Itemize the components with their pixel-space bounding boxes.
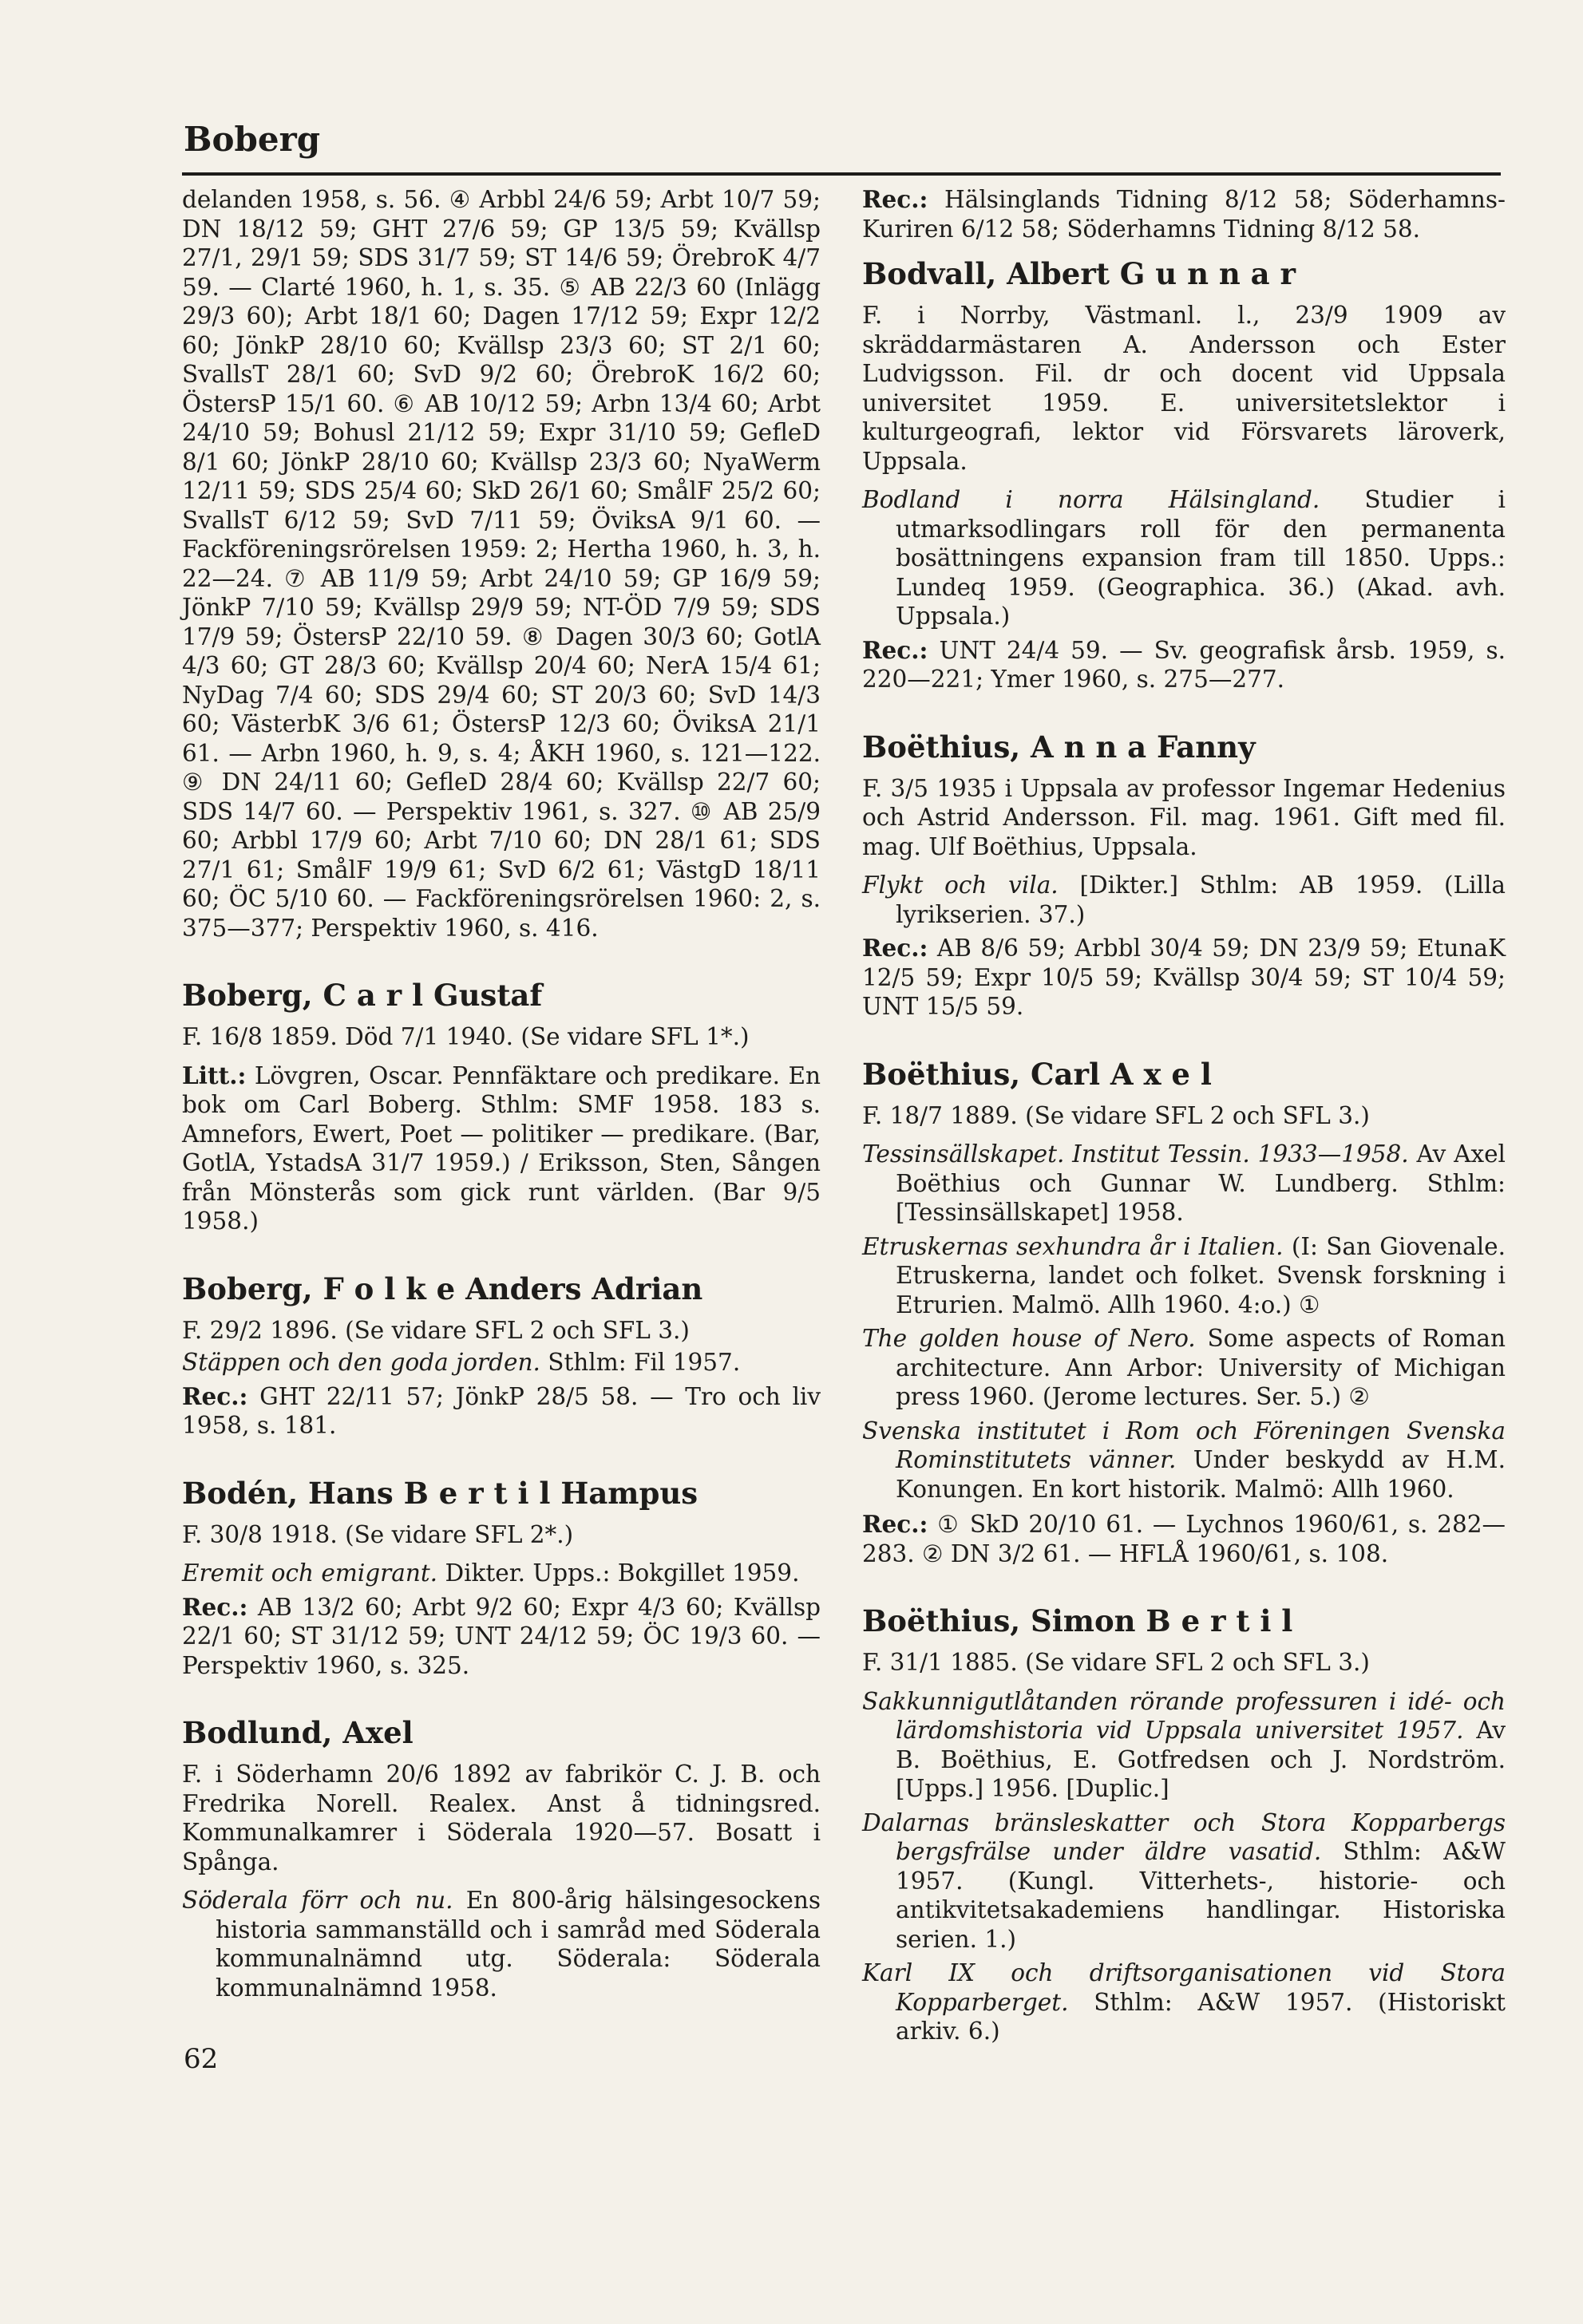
entry-axel-boethius (862, 1057, 1506, 1569)
rec-label: Rec.: (862, 635, 928, 664)
work-item (862, 1808, 1506, 1954)
work-details: Av Axel Boëthius och Gunnar W. Lundberg. Sthlm: [Tessinsällskapet] 1958. (896, 1140, 1506, 1226)
entry-heading: Boëthius, A n n a Fanny (862, 729, 1256, 765)
work-title: Flykt och vila. (862, 872, 1059, 899)
work-details: En 800-årig hälsingesockens historia sammanställd och i samråd med Söderala kommunalnämnd utg. Söderala: Söderala kommunalnämnd 1958. (216, 1887, 821, 2002)
work-title: Tessinsällskapet. Institut Tessin. 1933—1958. (862, 1140, 1409, 1168)
work-title: Karl IX och driftsorganisationen vid Stora Kopparberget. (862, 1959, 1506, 2016)
entry-bio: F. 3/5 1935 i Uppsala av professor Ingemar Hedenius och Astrid Andersson. Fil. mag. 1961. Gift med fil. mag. Ulf Boëthius, Uppsala. (862, 774, 1506, 860)
continuation-reviews (862, 185, 1506, 243)
work-item (862, 1324, 1506, 1412)
rec-label: Rec.: (182, 1381, 248, 1410)
work-item (182, 1559, 821, 1588)
rec-text: ① SkD 20/10 61. — Lychnos 1960/61, s. 282—283. ② DN 3/2 61. — HFLÅ 1960/61, s. 108. (862, 1511, 1506, 1567)
work-details: Sthlm: Fil 1957. (540, 1349, 741, 1376)
entry-heading: Bodlund, Axel (182, 1715, 414, 1750)
work-details: [Dikter.] Sthlm: AB 1959. (Lilla lyrikserien. 37.) (896, 872, 1506, 928)
review-list (862, 1510, 1506, 1568)
left-column (182, 185, 821, 2007)
entry-bio: F. 18/7 1889. (Se vidare SFL 2 och SFL 3.) (862, 1101, 1370, 1129)
entry-heading: Boberg, C a r l Gustaf (182, 978, 543, 1013)
work-item (862, 1687, 1506, 1804)
entry-heading: Boëthius, Simon B e r t i l (862, 1603, 1293, 1638)
entry-carl-boberg (182, 978, 821, 1236)
work-details: Dikter. Upps.: Bokgillet 1959. (437, 1559, 800, 1587)
running-head: Boberg (184, 120, 321, 159)
work-title: Etruskernas sexhundra år i Italien. (862, 1232, 1284, 1260)
work-details: Av B. Boëthius, E. Gotfredsen och J. Nordström. [Upps.] 1956. [Duplic.] (896, 1717, 1506, 1802)
page-number: 62 (184, 2043, 219, 2075)
work-title: Söderala förr och nu. (182, 1887, 453, 1914)
rec-text: Hälsinglands Tidning 8/12 58; Söderhamns-Kuriren 6/12 58; Söderhamns Tidning 8/12 58. (862, 186, 1506, 243)
rec-text: AB 13/2 60; Arbt 9/2 60; Expr 4/3 60; Kvällsp 22/1 60; ST 31/12 59; UNT 24/12 59; ÖC 19/3 60. — Perspektiv 1960, s. 325. (182, 1593, 821, 1679)
work-item (862, 1958, 1506, 2046)
work-details: Studier i utmarksodlingars roll för den permanenta bosättningens expansion fram till 1850. Upps.: Lundeq 1959. (Geographica. 36.) (Akad. avh. Uppsala.) (896, 486, 1506, 630)
work-item (862, 871, 1506, 929)
rec-label: Rec.: (182, 1592, 248, 1621)
work-item (182, 1886, 821, 2002)
work-item (862, 1417, 1506, 1504)
rec-text: AB 8/6 59; Arbbl 30/4 59; DN 23/9 59; EtunaK 12/5 59; Expr 10/5 59; Kvällsp 30/4 59; ST 10/4 59; UNT 15/5 59. (862, 935, 1506, 1020)
literature-note (182, 1061, 821, 1236)
entry-bio: F. 16/8 1859. Död 7/1 1940. (Se vidare SFL 1*.) (182, 1023, 750, 1050)
work-item (182, 1348, 821, 1377)
rec-text: GHT 22/11 57; JönkP 28/5 58. — Tro och liv 1958, s. 181. (182, 1382, 821, 1439)
work-item (862, 1232, 1506, 1320)
entry-heading: Bodvall, Albert G u n n a r (862, 256, 1296, 291)
work-title: Eremit och emigrant. (182, 1559, 438, 1587)
continuation-text: delanden 1958, s. 56. ④ Arbbl 24/6 59; Arbt 10/7 59; DN 18/12 59; GHT 27/6 59; GP 13/5 59; Kvällsp 27/1, 29/1 59; SDS 31/7 59; ST 14/6 59; ÖrebroK 4/7 59. — Clarté 1960, h. 1, s. 35. ⑤ AB 22/3 60 (Inlägg 29/3 60); Arbt 18/1 60; Dagen 17/12 59; Expr 12/2 60; JönkP 28/10 60; Kvällsp 23/3 60; ST 2/1 60; SvallsT 28/1 60; SvD 9/2 60; ÖrebroK 16/2 60; ÖstersP 15/1 60. ⑥ AB 10/12 59; Arbn 13/4 60; Arbt 24/10 59; Bohusl 21/12 59; Expr 31/10 59; GefleD 8/1 60; JönkP 28/10 60; Kvällsp 23/3 60; NyaWerm 12/11 59; SDS 25/4 60; SkD 26/1 60; SmålF 25/2 60; SvallsT 6/12 59; SvD 7/11 59; ÖviksA 9/1 60. — Fackföreningsrörelsen 1959: 2; Hertha 1960, h. 3, h. 22—24. ⑦ AB 11/9 59; Arbt 24/10 59; GP 16/9 59; JönkP 7/10 59; Kvällsp 29/9 59; NT-ÖD 7/9 59; SDS 17/9 59; ÖstersP 22/10 59. ⑧ Dagen 30/3 60; GotlA 4/3 60; GT 28/3 60; Kvällsp 20/4 60; NerA 15/4 61; NyDag 7/4 60; SDS 29/4 60; ST 20/3 60; SvD 14/3 60; VästerbK 3/6 61; ÖstersP 12/3 60; ÖviksA 21/1 61. — Arbn 1960, h. 9, s. 4; ÅKH 1960, s. 121—122. ⑨ DN 24/11 60; GefleD 28/4 60; Kvällsp 22/7 60; SDS 14/7 60. — Perspektiv 1961, s. 327. ⑩ AB 25/9 60; Arbbl 17/9 60; Arbt 7/10 60; DN 28/1 61; SDS 27/1 61; SmålF 19/9 61; SvD 6/2 61; VästgD 18/11 60; ÖC 5/10 60. — Fackföreningsrörelsen 1960: 2, s. 375—377; Perspektiv 1960, s. 416. (182, 186, 821, 942)
work-details: Sthlm: A&W 1957. (Kungl. Vitterhets-, historie- och antikvitetsakademiens handlingar. Historiska serien. 1.) (896, 1838, 1506, 1953)
entry-gunnar-bodvall (862, 256, 1506, 694)
work-title: Dalarnas bränsleskatter och Stora Kopparbergs bergsfrälse under äldre vasatid. (862, 1808, 1506, 1865)
entry-axel-bodlund (182, 1715, 821, 2002)
work-title: Stäppen och den goda jorden. (182, 1349, 540, 1376)
entry-bio: F. 30/8 1918. (Se vidare SFL 2*.) (182, 1520, 574, 1548)
entry-bio: F. 31/1 1885. (Se vidare SFL 2 och SFL 3.) (862, 1649, 1370, 1676)
entry-folke-boberg (182, 1271, 821, 1441)
work-details: Under beskydd av H.M. Konungen. En kort historik. Malmö: Allh 1960. (896, 1446, 1506, 1503)
rec-label: Rec.: (862, 185, 928, 213)
entry-bertil-boethius (862, 1603, 1506, 2046)
entry-anna-boethius (862, 729, 1506, 1022)
work-title: Bodland i norra Hälsingland. (862, 486, 1320, 513)
work-details: Some aspects of Roman architecture. Ann Arbor: University of Michigan press 1960. (Jerome lectures. Ser. 5.) ② (896, 1325, 1506, 1410)
work-title: Svenska institutet i Rom och Föreningen Svenska Rominstitutets vänner. (862, 1417, 1506, 1473)
entry-bio: F. 29/2 1896. (Se vidare SFL 2 och SFL 3.) (182, 1316, 690, 1344)
work-item (862, 1140, 1506, 1227)
rec-label: Rec.: (862, 934, 928, 962)
review-list (862, 636, 1506, 694)
litt-text: Lövgren, Oscar. Pennfäktare och predikare. En bok om Carl Boberg. Sthlm: SMF 1958. 183 s. Amnefors, Ewert, Poet — politiker — predikare. (Bar, GotlA, YstadsA 31/7 1959.) / Eriksson, Sten, Sången från Mönsterås som gick runt världen. (Bar 9/5 1958.) (182, 1061, 821, 1235)
entry-heading: Boëthius, Carl A x e l (862, 1056, 1212, 1092)
work-title: The golden house of Nero. (862, 1325, 1196, 1352)
work-details: Sthlm: A&W 1957. (Historiskt arkiv. 6.) (896, 1988, 1506, 2045)
header-rule (182, 172, 1501, 176)
entry-bio: F. i Söderhamn 20/6 1892 av fabrikör C. J. B. och Fredrika Norell. Realex. Anst å tidningsred. Kommunalkamrer i Söderala 1920—57. Bosatt i Spånga. (182, 1761, 821, 1875)
work-item (862, 485, 1506, 631)
review-list (182, 1593, 821, 1681)
entry-bertil-boden (182, 1476, 821, 1681)
rec-label: Rec.: (862, 1510, 928, 1538)
work-title: Sakkunnigutlåtanden rörande professuren i idé- och lärdomshistoria vid Uppsala universitet 1957. (862, 1687, 1506, 1744)
right-column (862, 185, 1506, 2051)
entry-bio: F. i Norrby, Västmanl. l., 23/9 1909 av skräddarmästaren A. Andersson och Ester Ludvigsson. Fil. dr och docent vid Uppsala universitet 1959. E. universitetslektor i kulturgeografi, lektor vid Försvarets läroverk, Uppsala. (862, 302, 1506, 475)
entry-heading: Boberg, F o l k e Anders Adrian (182, 1271, 703, 1306)
rec-text: UNT 24/4 59. — Sv. geografisk årsb. 1959, s. 220—221; Ymer 1960, s. 275—277. (862, 636, 1506, 693)
review-list (862, 934, 1506, 1022)
litt-label: Litt.: (182, 1061, 247, 1089)
entry-heading: Bodén, Hans B e r t i l Hampus (182, 1475, 698, 1511)
work-details: (I: San Giovenale. Etruskerna, landet och folket. Svensk forskning i Etrurien. Malmö. Allh 1960. 4:o.) ① (896, 1232, 1506, 1318)
review-list (182, 1382, 821, 1441)
